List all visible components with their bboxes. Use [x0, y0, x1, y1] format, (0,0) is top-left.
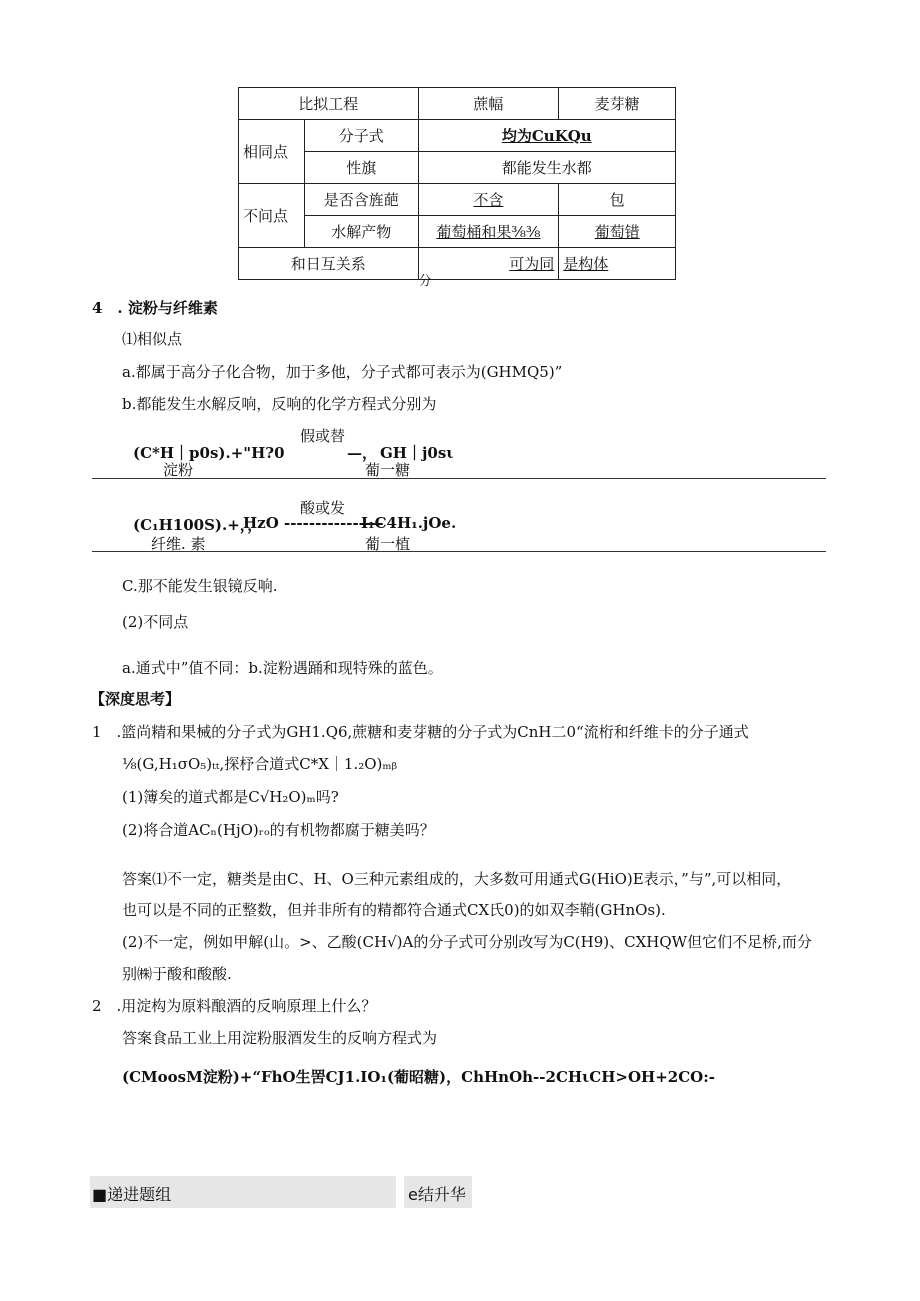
- equation-label: 纤维. 素: [151, 535, 206, 553]
- equation-right: GH｜j0sι: [380, 444, 454, 462]
- equation-left: (C*H｜p0s).+"H?0: [133, 444, 285, 462]
- answer-equation: (CMoosM淀粉)+“FhO生罟CJ1.IO₁(葡昭糖)，ChHnOh--2CHιCH>OH+2CO:-: [122, 1068, 715, 1086]
- cell-text: 葡萄错: [594, 223, 640, 241]
- divider-line: [92, 478, 826, 479]
- relation-tail: 分: [418, 274, 432, 289]
- table-cell: [559, 248, 676, 280]
- answer-line: 答案食品工业上用淀粉服酒发生的反响方程式为: [122, 1029, 438, 1047]
- divider-line: [92, 551, 826, 552]
- section-bar-left: [90, 1176, 396, 1208]
- table-cell: [418, 216, 559, 248]
- table-row: [239, 120, 676, 152]
- table-row: [239, 216, 676, 248]
- sub-question: (1)簿矣的道式都是C√H₂O)ₘ吗?: [122, 788, 339, 806]
- table-cell: [559, 216, 676, 248]
- table-header-row: [239, 88, 676, 120]
- table-row: [239, 248, 676, 280]
- table-cell: 包: [559, 184, 676, 216]
- table-header-cell: 麦芽糖: [559, 88, 676, 120]
- comparison-table: [238, 87, 676, 289]
- table-header-cell: 蔗幅: [418, 88, 559, 120]
- relation-value: 可为同: [509, 255, 555, 273]
- table-cell: 是否含旌葩: [304, 184, 418, 216]
- deep-thinking-heading: 【深度思考】: [90, 690, 181, 708]
- cell-text: 葡萄桶和果⅜⅜: [436, 223, 541, 241]
- formula-text: 均为CuKQu: [501, 127, 592, 145]
- table-cell: [418, 120, 675, 152]
- section-heading: 4 . 淀粉与纤维素: [92, 299, 218, 317]
- section-bar-title: e结升华: [408, 1185, 466, 1204]
- section-bar-right: [404, 1176, 472, 1208]
- equation-left: (C₁H100S).+，，: [133, 516, 263, 534]
- question: 1 .篮尚精和果械的分子式为GH1.Q6,蔗糖和麦芽糖的分子式为CnH二0“流桁和纤维卡的分子通式: [92, 723, 749, 741]
- table-cell: [418, 184, 559, 216]
- relation-label: 和日互关系: [239, 248, 419, 280]
- equation-label: 葡一植: [365, 535, 411, 553]
- table-header-cell: 比拟工程: [239, 88, 419, 120]
- same-points-label: 相同点: [239, 120, 305, 184]
- reaction-condition: 酸或发: [300, 499, 346, 517]
- equation-arrow: —，: [347, 444, 378, 462]
- table-cell: 都能发生水都: [418, 152, 675, 184]
- subheading: (2)不同点: [122, 613, 189, 631]
- subheading: ⑴相似点: [122, 330, 183, 348]
- section-bar-title: ■递进题组: [92, 1185, 172, 1204]
- relation-value: 是构体: [563, 255, 609, 273]
- equation-middle: HzO ----------------: [243, 514, 384, 532]
- question: 2 .用淀构为原料酿酒的反响原理上什么？: [92, 997, 377, 1015]
- equation-label: 淀粉: [163, 461, 194, 479]
- paragraph: C.那不能发生银镜反响.: [122, 577, 278, 595]
- table-row: [239, 184, 676, 216]
- sub-question: (2)将合道ACₙ(HjO)ᵣₒ的有机物都腐于糖美吗？: [122, 821, 435, 839]
- table-cell: 分子式: [304, 120, 418, 152]
- answer-line: 答案⑴不一定，糖类是由C、H、O三种元素组成的，大多数可用通式G(HiO)E表示，”与”,可以相同，: [122, 870, 792, 888]
- answer-line: (2)不一定，例如甲解(山。>、乙酸(CH√)A的分子式可分别改写为C(H9)、CXHQW但它们不足桥,而分: [122, 933, 812, 951]
- table-cell: [418, 248, 559, 289]
- answer-line: 也可以是不同的正整数，但并非所有的精都符合通式CX氏0)的如双李鞘(GHnOs).: [122, 901, 666, 919]
- table-cell: 水解产物: [304, 216, 418, 248]
- question-line: ⅛(G,H₁σO₅)ₜₜ,探杼合道式C*X｜1.₂O)ₘᵦ: [122, 755, 398, 773]
- paragraph: a.都属于高分子化合物，加于多他，分子式都可表示为(GHMQ5)”: [122, 363, 563, 381]
- paragraph: b.都能发生水解反响，反响的化学方程式分别为: [122, 395, 437, 413]
- reaction-condition: 假或替: [300, 427, 346, 445]
- equation-right: I₁C4H₁.jOe.: [361, 514, 457, 532]
- answer-line: 别㈱于酸和酸酸.: [122, 965, 232, 983]
- table-cell: 性旗: [304, 152, 418, 184]
- cell-text: 不含: [473, 191, 504, 209]
- paragraph: a.通式中”值不同：b.淀粉遇踊和现特殊的蓝色。: [122, 659, 443, 677]
- equation-label: 葡一糖: [365, 461, 411, 479]
- table-row: [239, 152, 676, 184]
- diff-points-label: 不问点: [239, 184, 305, 248]
